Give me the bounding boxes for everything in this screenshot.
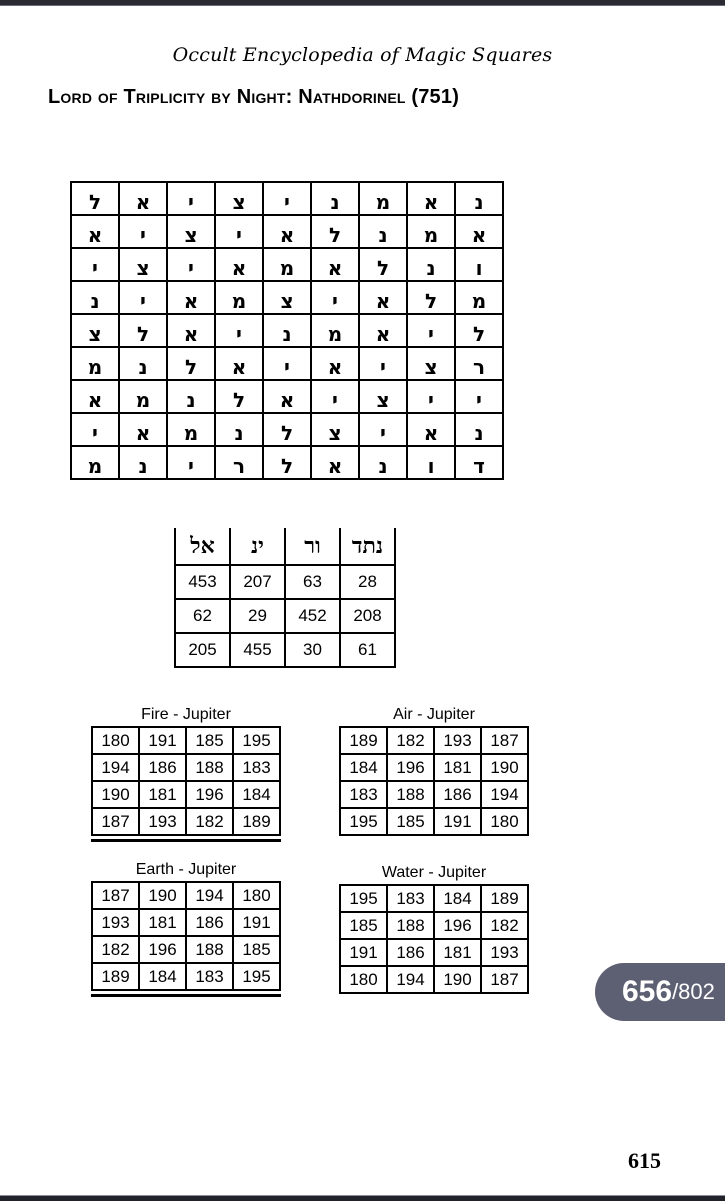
grid-cell: י	[407, 380, 455, 413]
grid-cell: ר	[215, 446, 263, 479]
water-jupiter-square	[339, 862, 529, 994]
grid-cell: י	[167, 248, 215, 281]
table-cell: 63	[285, 565, 340, 599]
grid-cell: א	[311, 347, 359, 380]
table-row	[175, 565, 395, 599]
grid-cell: מ	[311, 314, 359, 347]
table-cell: 190	[481, 754, 528, 781]
air-jupiter-square	[339, 704, 529, 836]
grid-cell: א	[71, 380, 119, 413]
square-caption: Air - Jupiter	[393, 706, 475, 723]
table-cell: 181	[139, 781, 186, 808]
table-cell: 185	[233, 936, 280, 963]
table-cell: 195	[340, 885, 387, 912]
name-value-table	[174, 528, 396, 668]
grid-cell: א	[311, 248, 359, 281]
table-cell: 453	[175, 565, 230, 599]
grid-cell: א	[215, 248, 263, 281]
grid-cell: א	[119, 413, 167, 446]
top-edge-bar	[0, 0, 725, 6]
table-cell: 194	[186, 882, 233, 909]
total-pages: /802	[672, 979, 715, 1004]
grid-cell: נ	[167, 380, 215, 413]
table-cell: 180	[233, 882, 280, 909]
grid-cell: ל	[119, 314, 167, 347]
hebrew-magic-square	[70, 181, 504, 480]
table-cell: 194	[387, 966, 434, 993]
table-cell: 207	[230, 565, 285, 599]
table-cell: 188	[186, 936, 233, 963]
grid-cell: צ	[167, 215, 215, 248]
name-header: ור	[285, 528, 340, 565]
table-cell: 196	[186, 781, 233, 808]
grid-cell: י	[167, 182, 215, 215]
grid-cell: י	[119, 281, 167, 314]
name-header: נתד	[340, 528, 395, 565]
grid-cell: ו	[455, 248, 503, 281]
table-cell: 193	[481, 939, 528, 966]
table-cell: 184	[340, 754, 387, 781]
table-cell: 182	[387, 727, 434, 754]
square-table	[91, 881, 281, 991]
table-cell: 191	[139, 727, 186, 754]
table-cell: 186	[186, 909, 233, 936]
table-cell: 196	[387, 754, 434, 781]
grid-cell: צ	[359, 380, 407, 413]
table-cell: 181	[434, 939, 481, 966]
grid-cell: י	[71, 413, 119, 446]
grid-cell: א	[263, 215, 311, 248]
table-cell: 183	[387, 885, 434, 912]
grid-cell: ל	[263, 413, 311, 446]
table-cell: 193	[434, 727, 481, 754]
grid-cell: י	[263, 347, 311, 380]
grid-cell: נ	[455, 413, 503, 446]
grid-cell: י	[359, 413, 407, 446]
bottom-edge-bar	[0, 1195, 725, 1201]
table-cell: 61	[340, 633, 395, 667]
table-row	[92, 781, 280, 808]
grid-cell: צ	[119, 248, 167, 281]
table-cell: 28	[340, 565, 395, 599]
grid-cell: א	[359, 314, 407, 347]
grid-cell: נ	[359, 446, 407, 479]
table-cell: 452	[285, 599, 340, 633]
grid-cell: מ	[215, 281, 263, 314]
grid-cell: מ	[71, 446, 119, 479]
grid-cell: נ	[311, 182, 359, 215]
table-cell: 195	[340, 808, 387, 835]
grid-cell: א	[167, 281, 215, 314]
table-cell: 185	[387, 808, 434, 835]
grid-cell: י	[311, 380, 359, 413]
name-header: אל	[175, 528, 230, 565]
grid-cell: י	[263, 182, 311, 215]
square-caption: Water - Jupiter	[381, 864, 487, 881]
table-row	[92, 754, 280, 781]
table-cell: 184	[233, 781, 280, 808]
table-cell: 205	[175, 633, 230, 667]
table-cell: 183	[186, 963, 233, 990]
table-cell: 194	[92, 754, 139, 781]
grid-cell: צ	[263, 281, 311, 314]
grid-cell: ר	[455, 347, 503, 380]
table-cell: 191	[233, 909, 280, 936]
table-cell: 186	[434, 781, 481, 808]
table-row	[340, 808, 528, 835]
grid-cell: י	[407, 314, 455, 347]
grid-cell: נ	[263, 314, 311, 347]
table-cell: 181	[139, 909, 186, 936]
square-caption: Fire - Jupiter	[141, 706, 231, 723]
table-cell: 455	[230, 633, 285, 667]
grid-row	[71, 380, 503, 413]
table-row	[92, 963, 280, 990]
grid-cell: נ	[119, 347, 167, 380]
square-table	[339, 884, 529, 994]
table-cell: 189	[92, 963, 139, 990]
table-cell: 185	[186, 727, 233, 754]
grid-row	[71, 281, 503, 314]
table-cell: 193	[139, 808, 186, 835]
table-cell: 182	[92, 936, 139, 963]
table-cell: 189	[340, 727, 387, 754]
table-cell: 186	[139, 754, 186, 781]
table-row	[340, 912, 528, 939]
grid-cell: י	[215, 314, 263, 347]
grid-row	[71, 413, 503, 446]
table-row	[92, 808, 280, 835]
table-cell: 195	[233, 963, 280, 990]
table-cell: 181	[434, 754, 481, 781]
table-cell: 182	[481, 912, 528, 939]
table-cell: 191	[340, 939, 387, 966]
fire-jupiter-square	[91, 704, 281, 842]
table-cell: 185	[340, 912, 387, 939]
table-cell: 29	[230, 599, 285, 633]
grid-row	[71, 347, 503, 380]
table-cell: 182	[186, 808, 233, 835]
table-cell: 190	[92, 781, 139, 808]
grid-cell: מ	[71, 347, 119, 380]
table-row	[340, 939, 528, 966]
table-cell: 180	[481, 808, 528, 835]
table-row	[175, 599, 395, 633]
grid-cell: י	[119, 215, 167, 248]
grid-cell: י	[71, 248, 119, 281]
grid-cell: א	[407, 413, 455, 446]
table-cell: 187	[92, 808, 139, 835]
table-row	[340, 727, 528, 754]
table-cell: 190	[139, 882, 186, 909]
section-title: Lord of Triplicity by Night: Nathdorinel (751)	[48, 86, 460, 108]
table-cell: 62	[175, 599, 230, 633]
table-row	[92, 882, 280, 909]
grid-cell: י	[167, 446, 215, 479]
square-table	[339, 726, 529, 836]
grid-cell: נ	[119, 446, 167, 479]
grid-cell: מ	[167, 413, 215, 446]
table-cell: 184	[434, 885, 481, 912]
table-cell: 189	[233, 808, 280, 835]
grid-row	[71, 446, 503, 479]
earth-jupiter-square	[91, 859, 281, 997]
grid-cell: א	[311, 446, 359, 479]
grid-cell: א	[359, 281, 407, 314]
table-cell: 184	[139, 963, 186, 990]
table-row	[340, 781, 528, 808]
grid-row	[71, 215, 503, 248]
table-row	[340, 754, 528, 781]
table-row	[92, 727, 280, 754]
grid-cell: א	[71, 215, 119, 248]
grid-cell: י	[359, 347, 407, 380]
grid-cell: א	[167, 314, 215, 347]
table-cell: 196	[139, 936, 186, 963]
page-number: 615	[628, 1148, 661, 1173]
grid-cell: א	[407, 182, 455, 215]
table-row	[92, 909, 280, 936]
square-caption: Earth - Jupiter	[135, 861, 237, 878]
book-title: Occult Encyclopedia of Magic Squares	[172, 44, 553, 66]
table-cell: 188	[387, 781, 434, 808]
table-cell: 196	[434, 912, 481, 939]
grid-cell: נ	[71, 281, 119, 314]
grid-cell: מ	[359, 182, 407, 215]
page-indicator[interactable]	[595, 963, 725, 1021]
table-cell: 187	[92, 882, 139, 909]
table-row	[175, 633, 395, 667]
grid-row	[71, 248, 503, 281]
table-cell: 187	[481, 966, 528, 993]
grid-row	[71, 314, 503, 347]
grid-cell: צ	[407, 347, 455, 380]
underline-rule	[91, 839, 281, 842]
table-cell: 188	[186, 754, 233, 781]
grid-cell: א	[119, 182, 167, 215]
grid-cell: א	[215, 347, 263, 380]
grid-cell: ל	[263, 446, 311, 479]
table-cell: 191	[434, 808, 481, 835]
grid-cell: ד	[455, 446, 503, 479]
grid-cell: מ	[119, 380, 167, 413]
table-cell: 190	[434, 966, 481, 993]
table-cell: 180	[92, 727, 139, 754]
grid-cell: י	[311, 281, 359, 314]
grid-cell: א	[455, 215, 503, 248]
current-page: 656	[622, 975, 673, 1008]
table-cell: 187	[481, 727, 528, 754]
grid-cell: ל	[167, 347, 215, 380]
grid-cell: נ	[455, 182, 503, 215]
grid-cell: ל	[359, 248, 407, 281]
table-cell: 30	[285, 633, 340, 667]
table-cell: 195	[233, 727, 280, 754]
grid-cell: נ	[215, 413, 263, 446]
grid-cell: י	[215, 215, 263, 248]
grid-cell: ל	[407, 281, 455, 314]
table-cell: 183	[233, 754, 280, 781]
grid-cell: א	[263, 380, 311, 413]
grid-cell: ל	[215, 380, 263, 413]
table-cell: 183	[340, 781, 387, 808]
grid-row	[71, 182, 503, 215]
name-header: ינ	[230, 528, 285, 565]
grid-cell: נ	[407, 248, 455, 281]
table-row	[92, 936, 280, 963]
square-table	[91, 726, 281, 836]
table-cell: 180	[340, 966, 387, 993]
table-cell: 188	[387, 912, 434, 939]
grid-cell: מ	[455, 281, 503, 314]
table-row	[340, 885, 528, 912]
table-cell: 186	[387, 939, 434, 966]
grid-cell: י	[455, 380, 503, 413]
grid-cell: ל	[71, 182, 119, 215]
grid-cell: צ	[71, 314, 119, 347]
grid-cell: ל	[455, 314, 503, 347]
grid-cell: נ	[359, 215, 407, 248]
table-cell: 208	[340, 599, 395, 633]
grid-cell: מ	[263, 248, 311, 281]
grid-cell: ל	[311, 215, 359, 248]
underline-rule	[91, 994, 281, 997]
table-cell: 189	[481, 885, 528, 912]
table-cell: 194	[481, 781, 528, 808]
grid-cell: צ	[311, 413, 359, 446]
grid-cell: צ	[215, 182, 263, 215]
table-row	[340, 966, 528, 993]
table-cell: 193	[92, 909, 139, 936]
grid-cell: מ	[407, 215, 455, 248]
grid-cell: ו	[407, 446, 455, 479]
